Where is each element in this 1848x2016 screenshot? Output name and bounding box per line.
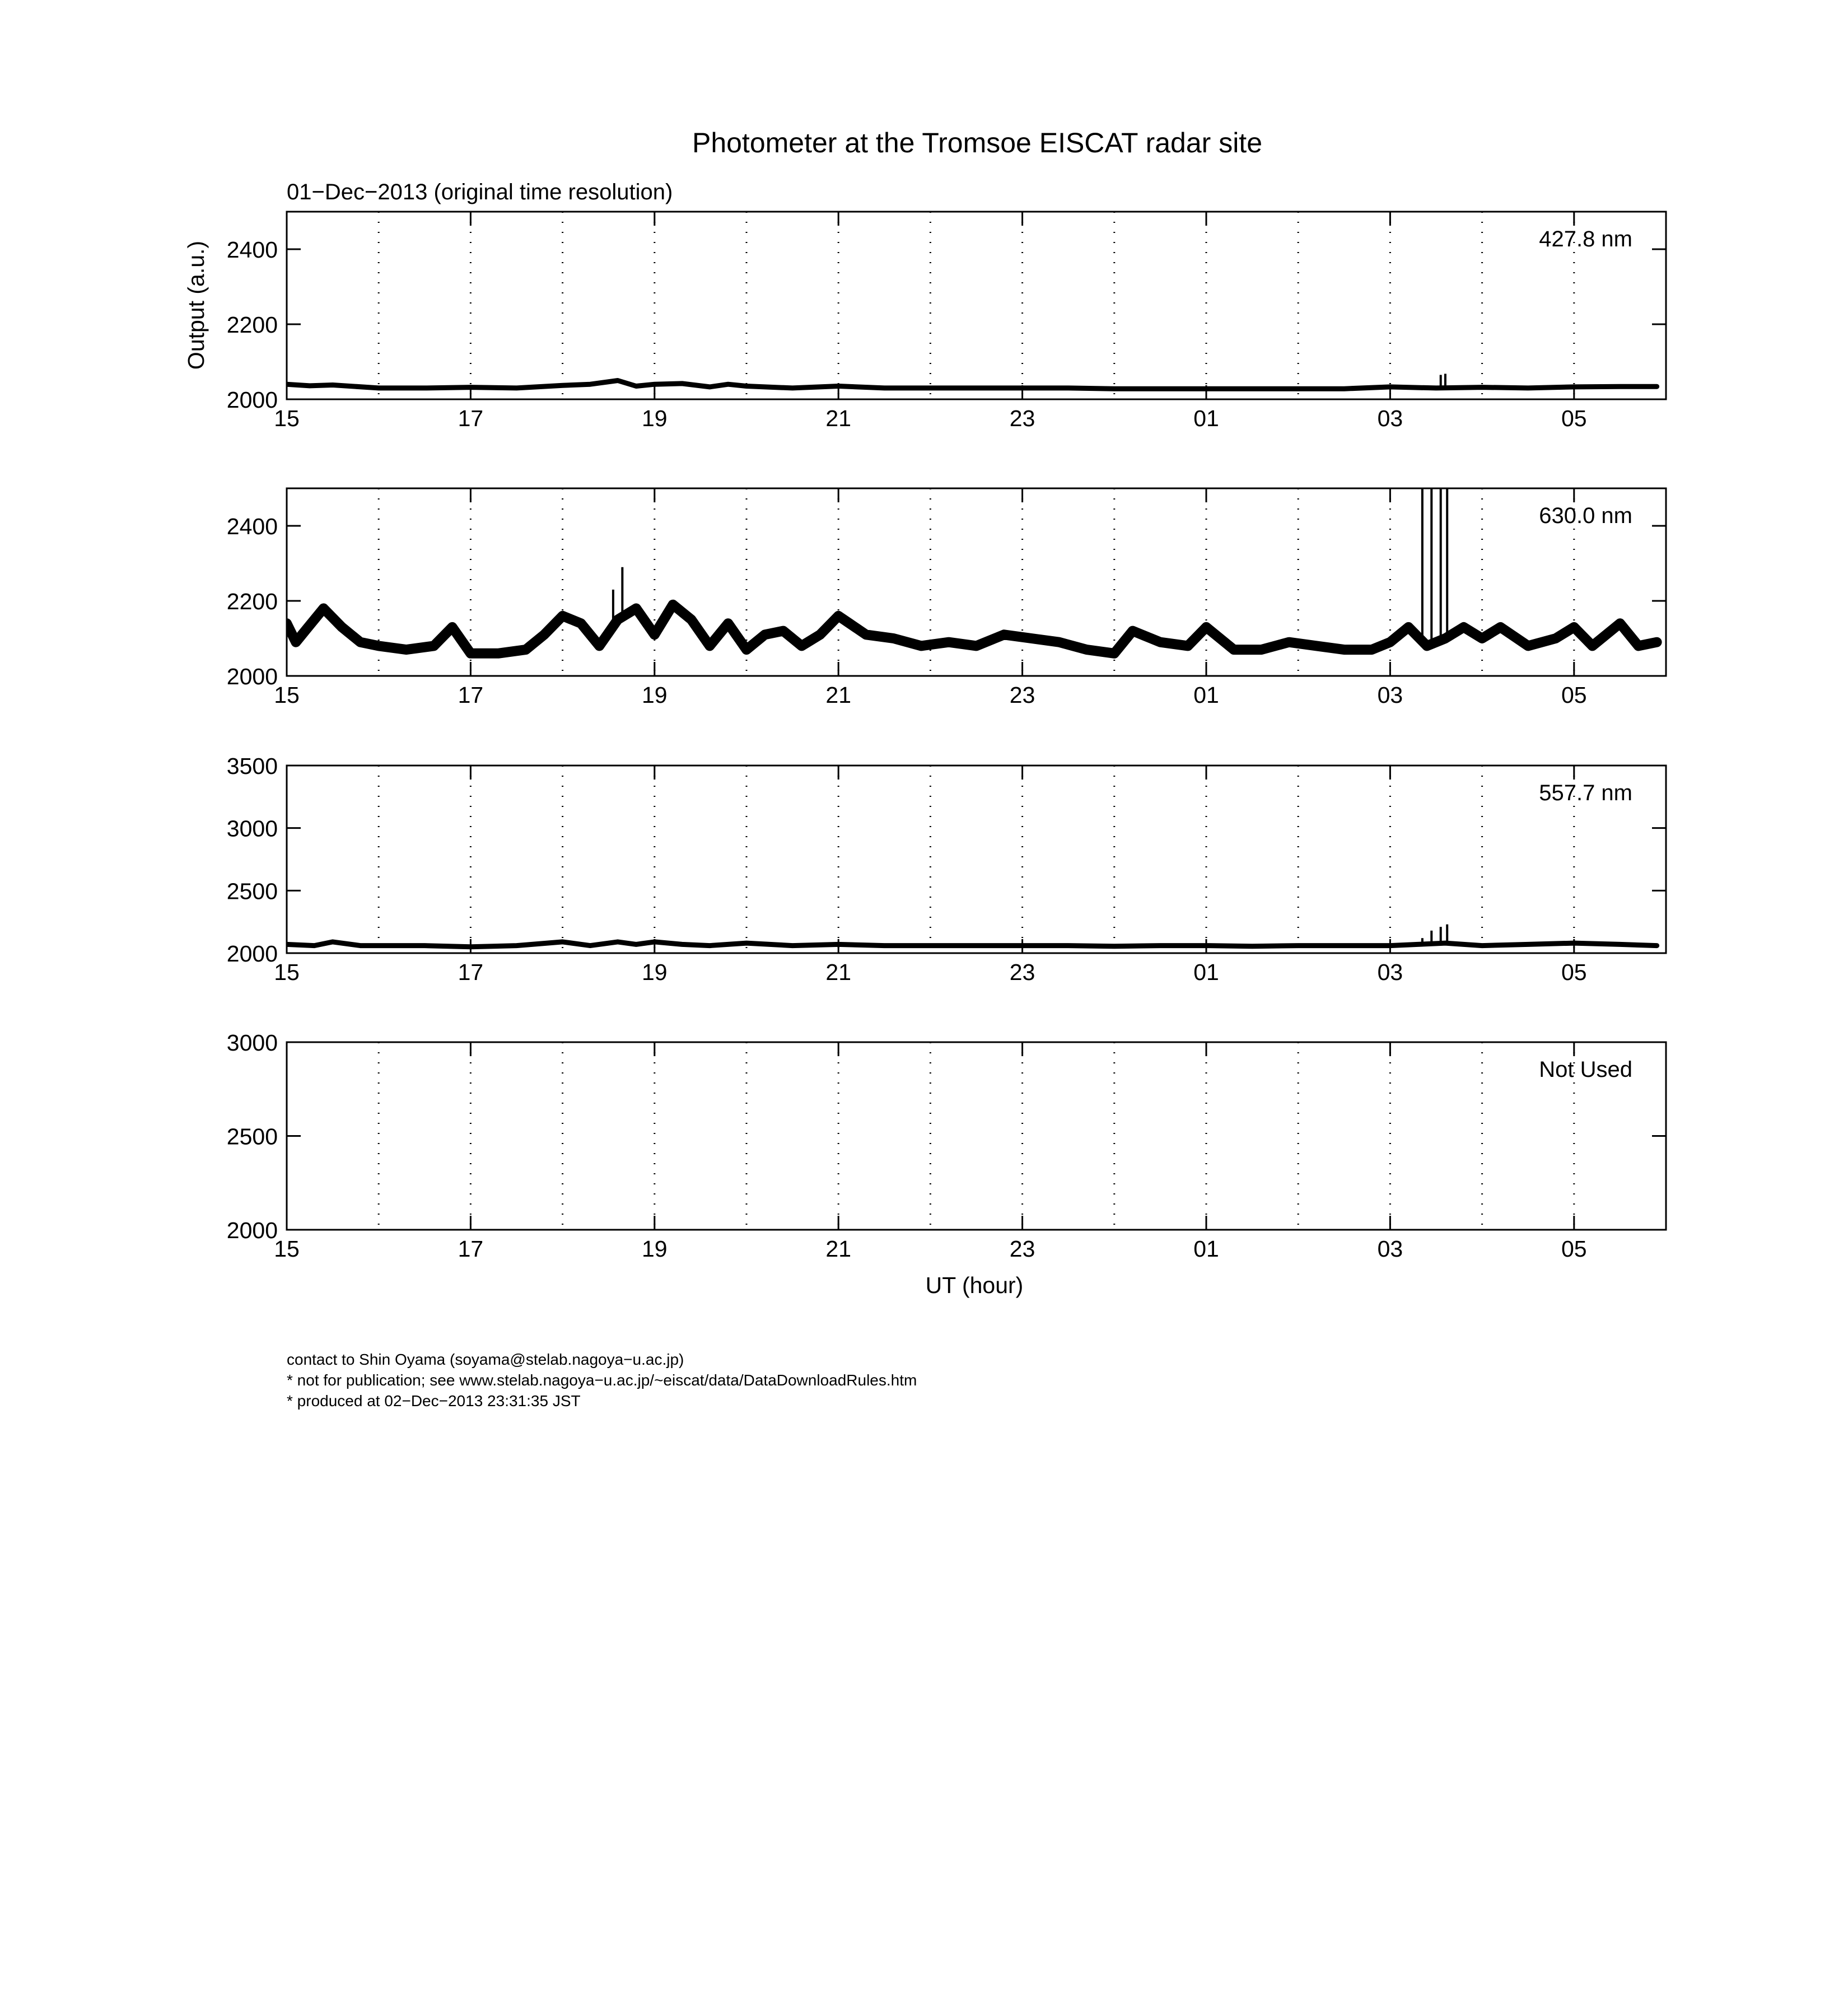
x-tick-label: 23 [1009, 405, 1035, 431]
x-tick-label: 05 [1561, 682, 1587, 708]
x-tick-label: 19 [641, 1236, 668, 1262]
panel-not-used [227, 1030, 1666, 1262]
series-group [287, 925, 1657, 947]
x-tick-label: 21 [825, 682, 852, 708]
panel-wavelength-label: 557.7 nm [1539, 781, 1632, 805]
axes-frame [287, 212, 1666, 399]
x-tick-label: 01 [1193, 405, 1219, 431]
x-tick-label: 23 [1009, 682, 1035, 708]
x-tick-label: 17 [458, 959, 484, 985]
x-tick-label: 15 [274, 1236, 300, 1262]
x-tick-label: 15 [274, 682, 300, 708]
y-tick-label: 2400 [226, 514, 278, 539]
series-line [287, 381, 1657, 389]
panel-427-8nm [227, 212, 1666, 431]
x-tick-label: 01 [1193, 682, 1219, 708]
x-tick-label: 19 [641, 959, 668, 985]
x-tick-label: 05 [1561, 1236, 1587, 1262]
x-tick-label: 19 [641, 405, 668, 431]
x-tick-label: 21 [825, 959, 852, 985]
x-tick-label: 21 [825, 405, 852, 431]
x-tick-label: 03 [1377, 959, 1403, 985]
x-tick-label: 23 [1009, 1236, 1035, 1262]
y-tick-label: 2000 [226, 387, 278, 413]
footer-contact: contact to Shin Oyama (soyama@stelab.nagoya−u.ac.jp) [287, 1351, 684, 1368]
x-tick-label: 17 [458, 682, 484, 708]
footer-produced: * produced at 02−Dec−2013 23:31:35 JST [287, 1392, 581, 1410]
x-tick-label: 01 [1193, 959, 1219, 985]
x-tick-label: 19 [641, 682, 668, 708]
x-tick-label: 17 [458, 405, 484, 431]
x-tick-label: 03 [1377, 1236, 1403, 1262]
x-tick-label: 05 [1561, 959, 1587, 985]
y-tick-label: 3000 [226, 815, 278, 842]
y-tick-label: 2500 [226, 878, 278, 904]
x-tick-label: 17 [458, 1236, 484, 1262]
x-tick-label: 05 [1561, 405, 1587, 431]
x-tick-label: 01 [1193, 1236, 1219, 1262]
series-group [287, 488, 1657, 654]
x-tick-label: 15 [274, 405, 300, 431]
panel-wavelength-label: Not Used [1539, 1057, 1632, 1082]
series-line [287, 942, 1657, 947]
y-tick-label: 2000 [226, 664, 278, 689]
y-tick-label: 2200 [226, 589, 278, 614]
y-tick-label: 2500 [226, 1123, 278, 1150]
y-axis-label: Output (a.u.) [183, 240, 209, 370]
y-tick-label: 2000 [226, 941, 278, 967]
axes-frame [287, 766, 1666, 953]
y-tick-label: 3500 [226, 753, 278, 779]
x-tick-label: 23 [1009, 959, 1035, 985]
y-tick-label: 3000 [226, 1030, 278, 1056]
panel-557-7nm [227, 753, 1666, 985]
x-axis-label: UT (hour) [925, 1272, 1024, 1298]
series-line [287, 605, 1657, 654]
x-tick-label: 15 [274, 959, 300, 985]
figure-subtitle: 01−Dec−2013 (original time resolution) [287, 180, 673, 204]
y-tick-label: 2000 [226, 1217, 278, 1243]
axes-frame [287, 1042, 1666, 1230]
x-tick-label: 03 [1377, 682, 1403, 708]
panel-wavelength-label: 427.8 nm [1539, 227, 1632, 251]
y-tick-label: 2400 [226, 237, 278, 263]
x-tick-label: 03 [1377, 405, 1403, 431]
figure-title: Photometer at the Tromsoe EISCAT radar site [692, 127, 1263, 158]
x-tick-label: 21 [825, 1236, 852, 1262]
panel-630-0nm [227, 488, 1666, 708]
series-group [287, 374, 1657, 389]
y-tick-label: 2200 [226, 312, 278, 338]
footer-rules: * not for publication; see www.stelab.nagoya−u.ac.jp/~eiscat/data/DataDownloadRules.htm [287, 1371, 917, 1389]
panel-wavelength-label: 630.0 nm [1539, 503, 1632, 528]
